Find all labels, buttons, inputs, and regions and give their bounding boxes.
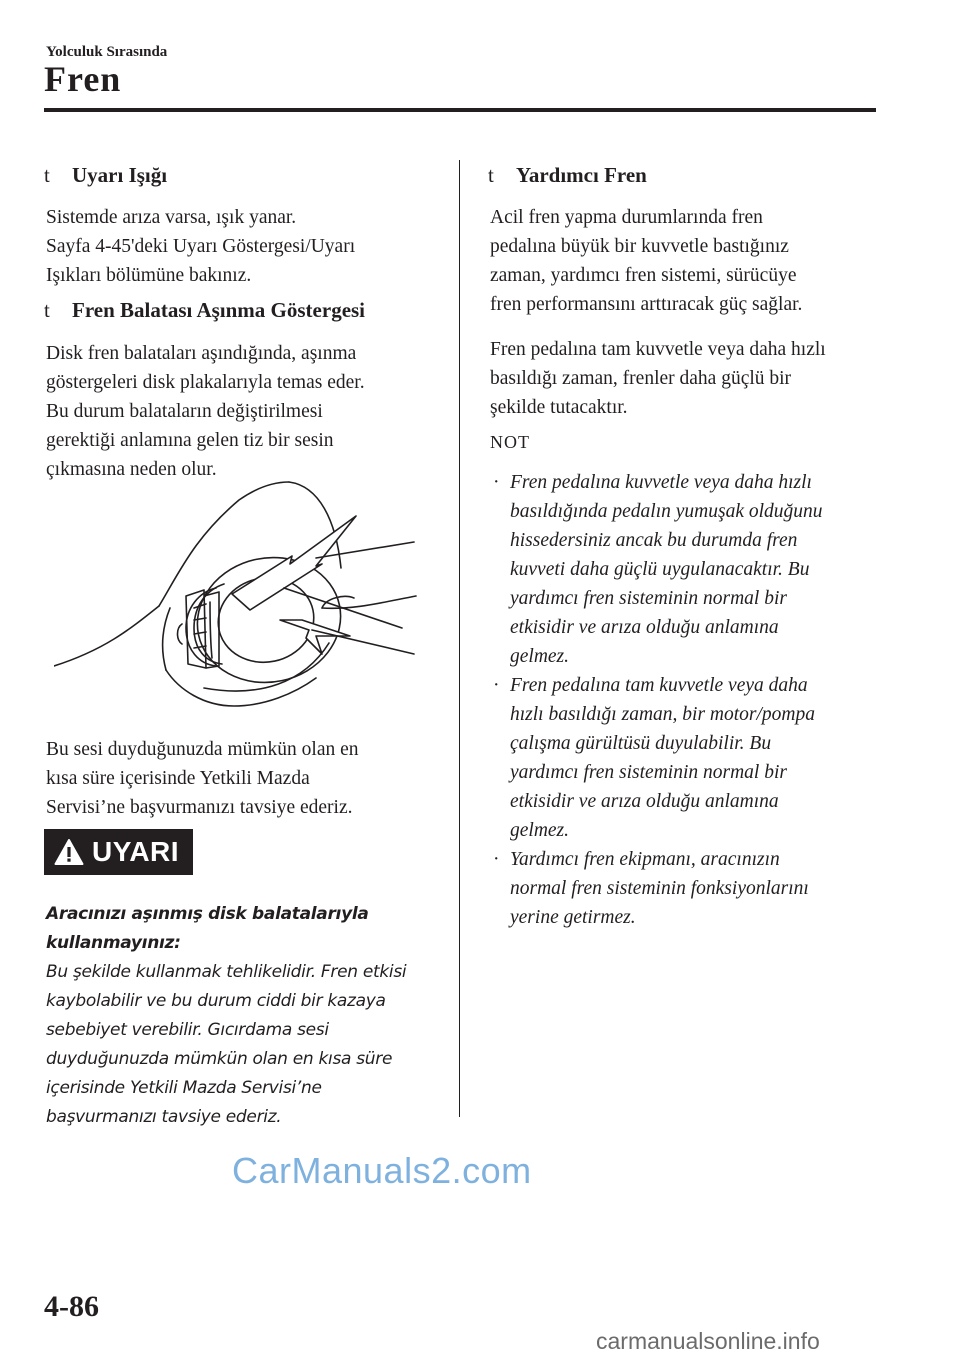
text-line: Bu durum balataların değiştirilmesi — [46, 401, 323, 422]
text-line: kuvveti daha güçlü uygulanacaktır. Bu — [510, 559, 810, 580]
warning-text — [46, 900, 406, 1132]
bullet-dot-icon: · — [493, 675, 500, 696]
page-title: Fren — [44, 59, 122, 99]
warning-heading-line: kullanmayınız: — [46, 933, 181, 953]
text-line: Sistemde arıza varsa, ışık yanar. — [46, 207, 297, 228]
paragraph-service-advice — [46, 735, 359, 822]
text-line: normal fren sisteminin fonksiyonlarını — [510, 878, 809, 899]
bullet-t-icon: t — [44, 298, 50, 322]
warning-label: UYARI — [92, 836, 180, 867]
text-line: Fren pedalına tam kuvvetle veya daha — [510, 675, 808, 696]
text-line: Sayfa 4-45'deki Uyarı Göstergesi/Uyarı — [46, 236, 356, 257]
brake-disc-illustration — [54, 478, 419, 708]
text-line: içerisinde Yetkili Mazda Servisi’ne — [46, 1078, 322, 1098]
text-line: yerine getirmez. — [510, 907, 636, 928]
warning-heading-line: Aracınızı aşınmış disk balatalarıyla — [46, 904, 369, 924]
text-line: sebebiyet verebilir. Gıcırdama sesi — [46, 1020, 329, 1040]
warning-triangle-icon — [54, 838, 84, 866]
paragraph-brake-assist — [490, 203, 802, 319]
text-line: başvurmanızı tavsiye ederiz. — [46, 1107, 282, 1127]
text-line: basıldığı zaman, frenler daha güçlü bir — [490, 368, 792, 389]
warning-badge — [44, 829, 193, 875]
text-line: çıkmasına neden olur. — [46, 459, 217, 480]
text-line: Acil fren yapma durumlarında fren — [490, 207, 763, 228]
text-line: Işıkları bölümüne bakınız. — [46, 265, 252, 286]
note-list — [490, 468, 823, 932]
page-number: 4-86 — [44, 1290, 99, 1323]
column-divider — [459, 160, 460, 1117]
text-line: Bu sesi duyduğunuzda mümkün olan en — [46, 739, 359, 760]
text-line: gelmez. — [510, 646, 570, 667]
bullet-dot-icon: · — [493, 472, 500, 493]
paragraph-brake-assist-2 — [490, 335, 826, 422]
note-label: NOT — [490, 432, 530, 452]
bullet-dot-icon: · — [493, 849, 500, 870]
paragraph-warning-light — [46, 203, 355, 290]
heading-text: Yardımcı Fren — [516, 163, 647, 187]
text-line: Servisi’ne başvurmanızı tavsiye ederiz. — [46, 797, 353, 818]
bullet-t-icon: t — [44, 163, 50, 187]
text-line: basıldığında pedalın yumuşak olduğunu — [510, 501, 823, 522]
text-line: gelmez. — [510, 820, 570, 841]
text-line: şekilde tutacaktır. — [490, 397, 628, 418]
text-line: Yardımcı fren ekipmanı, aracınızın — [510, 849, 780, 870]
header-rule — [44, 108, 876, 112]
text-line: duyduğunuzda mümkün olan en kısa süre — [46, 1049, 393, 1069]
text-line: çalışma gürültüsü duyulabilir. Bu — [510, 733, 772, 754]
text-line: pedalına büyük bir kuvvetle bastığınız — [490, 236, 789, 257]
text-line: gerektiği anlamına gelen tiz bir sesin — [46, 430, 334, 451]
section-label: Yolculuk Sırasında — [46, 44, 168, 60]
text-line: kısa süre içerisinde Yetkili Mazda — [46, 768, 310, 789]
text-line: fren performansını arttıracak güç sağlar. — [490, 294, 803, 315]
section-heading-warning-light — [44, 163, 167, 188]
text-line: göstergeleri disk plakalarıyla temas eder. — [46, 372, 365, 393]
text-line: etkisidir ve arıza olduğu anlamına — [510, 791, 779, 812]
text-line: etkisidir ve arıza olduğu anlamına — [510, 617, 779, 638]
heading-text: Uyarı Işığı — [72, 163, 168, 187]
note-item — [490, 468, 823, 671]
section-heading-brake-assist — [488, 163, 647, 188]
section-heading-pad-wear — [44, 298, 365, 323]
text-line: Bu şekilde kullanmak tehlikelidir. Fren etkisi — [46, 962, 407, 982]
text-line: hızlı basıldığı zaman, bir motor/pompa — [510, 704, 815, 725]
paragraph-pad-wear — [46, 339, 365, 484]
text-line: kaybolabilir ve bu durum ciddi bir kazaya — [46, 991, 386, 1011]
note-item — [490, 845, 823, 932]
text-line: zaman, yardımcı fren sistemi, sürücüye — [490, 265, 797, 286]
text-line: Disk fren balataları aşındığında, aşınma — [46, 343, 357, 364]
bullet-t-icon: t — [488, 163, 494, 187]
text-line: yardımcı fren sisteminin normal bir — [510, 588, 787, 609]
text-line: Fren pedalına tam kuvvetle veya daha hızlı — [490, 339, 826, 360]
watermark-link[interactable]: CarManuals2.com — [232, 1150, 532, 1191]
text-line: yardımcı fren sisteminin normal bir — [510, 762, 787, 783]
heading-text: Fren Balatası Aşınma Göstergesi — [72, 298, 366, 322]
footer-site-link[interactable]: carmanualsonline.info — [596, 1328, 820, 1354]
note-item — [490, 671, 823, 845]
text-line: Fren pedalına kuvvetle veya daha hızlı — [510, 472, 812, 493]
text-line: hissedersiniz ancak bu durumda fren — [510, 530, 798, 551]
